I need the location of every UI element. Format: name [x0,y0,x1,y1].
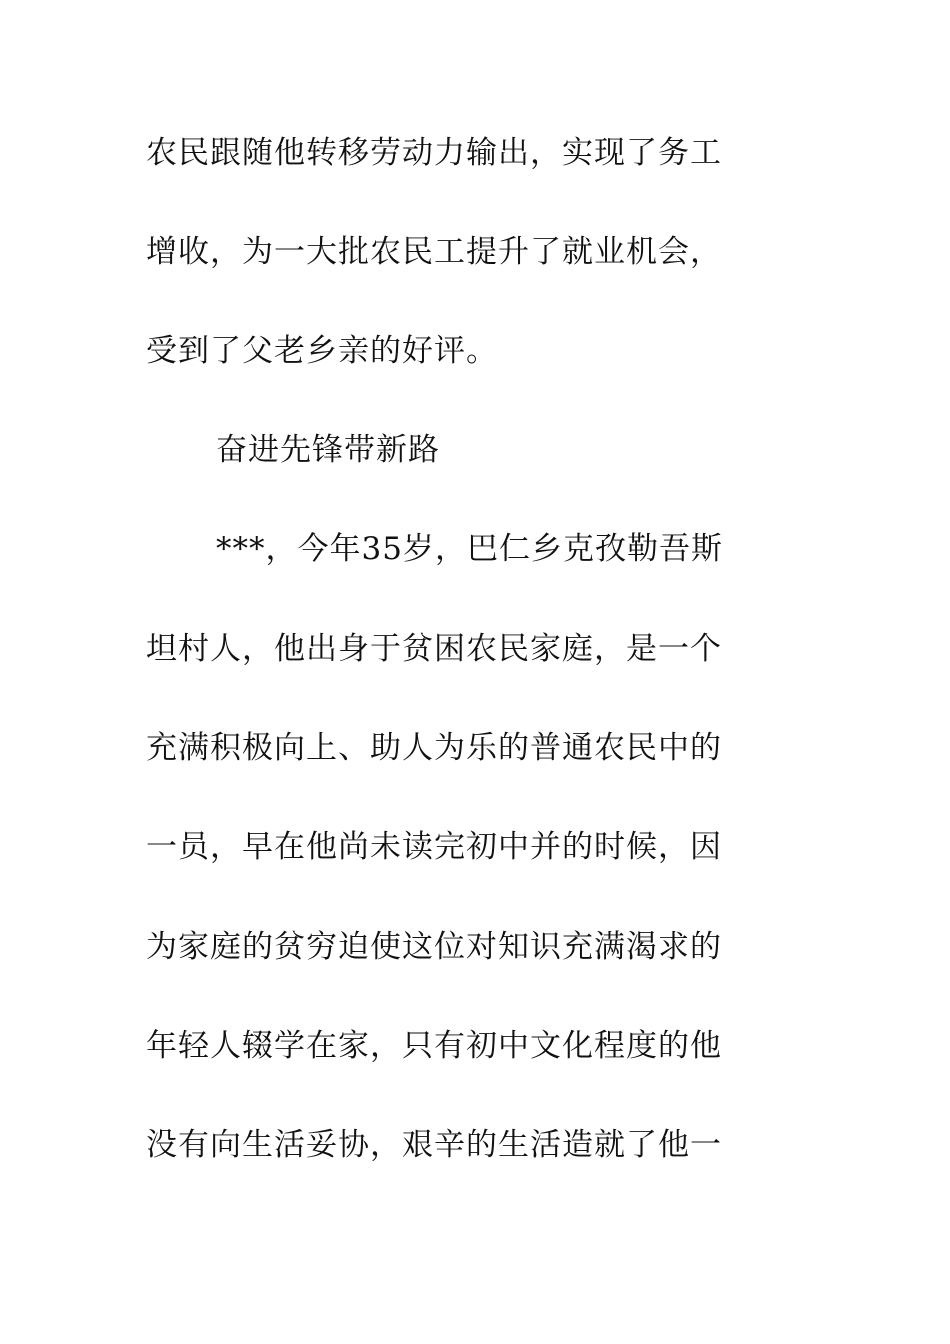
text-line-11: 没有向生活妥协，艰辛的生活造就了他一 [146,1127,722,1163]
text-line-6: 坦村人，他出身于贫困农民家庭，是一个 [146,631,722,667]
text-line-8: 一员，早在他尚未读完初中并的时候，因 [146,829,722,865]
text-line-10: 年轻人辍学在家，只有初中文化程度的他 [146,1028,722,1064]
text-line-2: 增收，为一大批农民工提升了就业机会， [146,234,722,270]
section-heading: 奋进先锋带新路 [216,432,440,468]
text-line-1: 农民跟随他转移劳动力输出，实现了务工 [146,135,722,171]
text-line-3: 受到了父老乡亲的好评。 [146,333,498,369]
text-line-7: 充满积极向上、助人为乐的普通农民中的 [146,730,722,766]
text-line-5: ***，今年35岁，巴仁乡克孜勒吾斯 [216,531,723,567]
text-line-9: 为家庭的贫穷迫使这位对知识充满渴求的 [146,929,722,965]
